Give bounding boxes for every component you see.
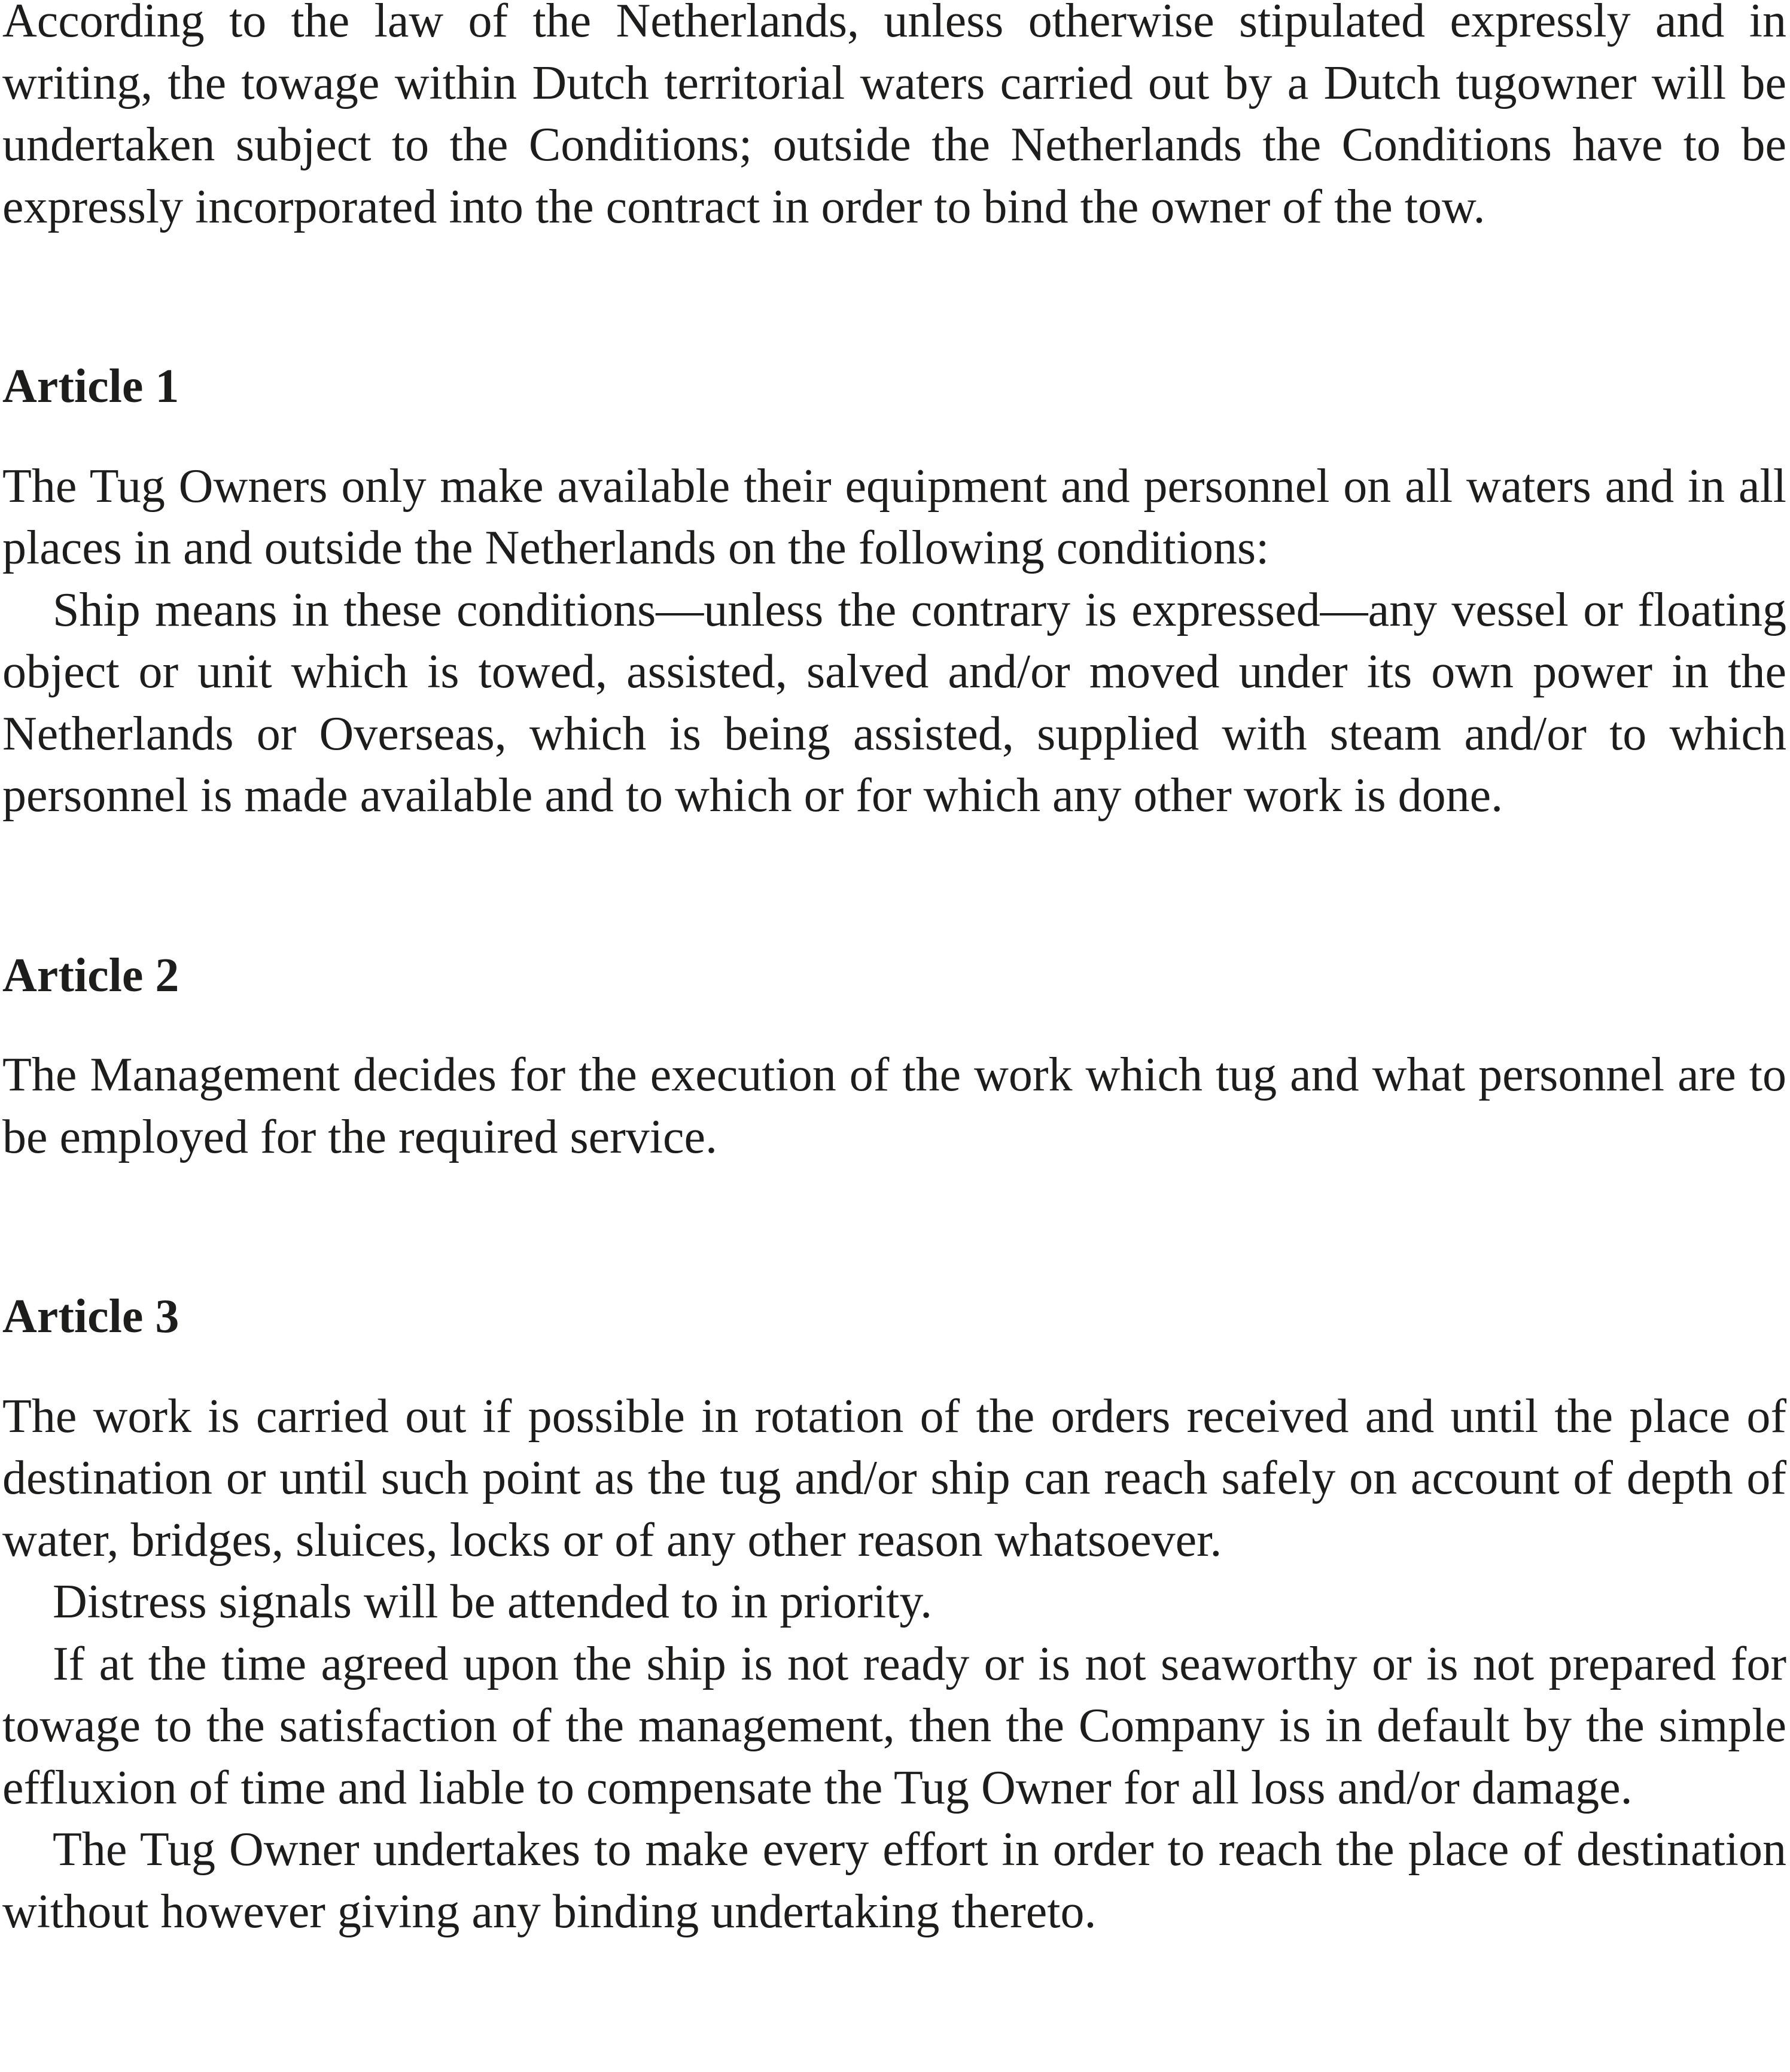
article-3-paragraph-2: Distress signals will be attended to in priority. <box>53 1576 933 1628</box>
article-2-paragraph-1: The Management decides for the execution of the work which tug and what personnel are to be employed for the required service. <box>2 1049 1786 1163</box>
article-3-heading: Article 3 <box>2 1290 179 1343</box>
article-2 <box>2 945 1786 1169</box>
article-1 <box>2 356 1786 827</box>
article-3 <box>2 1286 1786 1943</box>
article-3-paragraph-3: If at the time agreed upon the ship is not ready or is not seaworthy or is not prepared for towage to the satisfaction of the management, then the Company is in default by the simple effluxion of time and liable to compensate the Tug Owner for all loss and/or damage. <box>2 1637 1786 1814</box>
intro-paragraph: According to the law of the Netherlands, unless otherwise stipulated expressly and in writing, the towage within Dutch territorial waters carried out by a Dutch tugowner will be undertaken subject to the Conditions; outside the Netherlands the Conditions have to be expressly incorporated into the contract in order to bind the owner of the tow. <box>2 0 1786 233</box>
article-2-heading: Article 2 <box>2 949 179 1002</box>
article-1-heading: Article 1 <box>2 360 179 413</box>
article-1-paragraph-2: Ship means in these conditions—unless the contrary is expressed—any vessel or floating object or unit which is towed, assisted, salved and/or moved under its own power in the Netherlands or Overseas, which is being assisted, supplied with steam and/or to which personnel is made available and to which or for which any other work is done. <box>2 583 1786 822</box>
article-1-paragraph-1: The Tug Owners only make available their equipment and personnel on all waters and in all places in and outside the Netherlands on the following conditions: <box>2 459 1786 574</box>
article-3-paragraph-4: The Tug Owner undertakes to make every effort in order to reach the place of destination without however giving any binding undertaking thereto. <box>2 1823 1786 1938</box>
article-3-paragraph-1: The work is carried out if possible in rotation of the orders received and until the place of destination or until such point as the tug and/or ship can reach safely on account of depth of water, bridges, sluices, locks or of any other reason whatsoever. <box>2 1390 1786 1567</box>
